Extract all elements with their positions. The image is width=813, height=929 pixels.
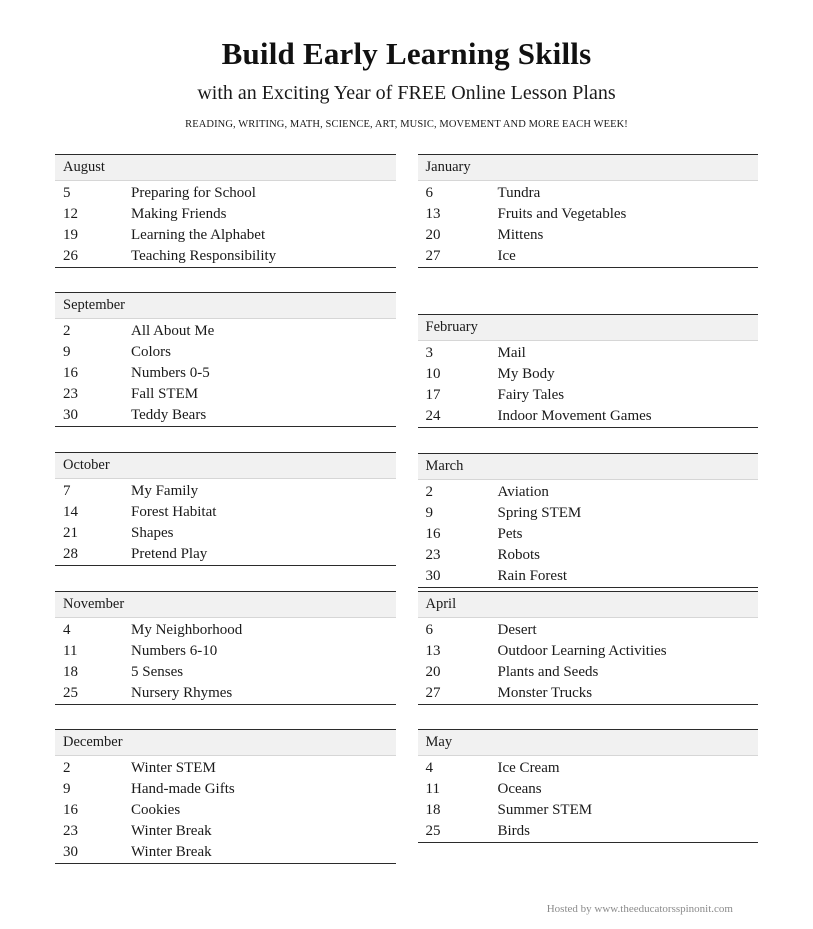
list-item (418, 641, 759, 662)
list-item (418, 204, 759, 225)
entry-topic: Colors (131, 344, 172, 360)
list-item (418, 225, 759, 246)
entry-day: 6 (425, 185, 433, 201)
entry-day: 14 (63, 504, 78, 520)
entry-day: 23 (63, 386, 78, 402)
month-block-september (55, 292, 396, 427)
entry-topic: Forest Habitat (131, 504, 217, 520)
entry-day: 23 (425, 547, 441, 563)
list-item (55, 204, 396, 225)
list-item (55, 481, 396, 502)
entry-topic: My Family (131, 483, 199, 499)
entry-day: 16 (425, 526, 441, 542)
list-item (55, 523, 396, 544)
month-name: April (418, 591, 759, 618)
entry-topic: Teaching Responsibility (131, 248, 277, 264)
entry-topic: Rain Forest (497, 568, 568, 584)
list-item (55, 662, 396, 683)
list-item (55, 321, 396, 342)
month-name: January (418, 154, 759, 181)
entry-topic: Making Friends (131, 206, 227, 222)
entry-topic: Hand-made Gifts (131, 781, 235, 797)
list-item (55, 502, 396, 523)
entry-day: 25 (425, 823, 441, 839)
list-item (55, 779, 396, 800)
entry-day: 6 (425, 622, 433, 638)
month-block-august (55, 154, 396, 268)
entry-day: 18 (63, 664, 78, 680)
entry-topic: All About Me (131, 323, 215, 339)
month-entries (55, 319, 396, 427)
list-item (418, 503, 759, 524)
entry-topic: Numbers 0-5 (131, 365, 210, 381)
month-entries (418, 618, 759, 705)
entry-topic: Indoor Movement Games (497, 408, 652, 424)
month-entries (418, 181, 759, 268)
list-item (418, 800, 759, 821)
page-subtitle: with an Exciting Year of FREE Online Lesson Plans (197, 82, 616, 104)
entry-topic: Summer STEM (497, 802, 593, 818)
list-item (418, 524, 759, 545)
entry-day: 26 (63, 248, 78, 264)
list-item (55, 363, 396, 384)
month-entries (55, 181, 396, 268)
entry-topic: Spring STEM (497, 505, 582, 521)
entry-day: 13 (425, 206, 441, 222)
entry-day: 2 (63, 323, 71, 339)
list-item (55, 683, 396, 704)
entry-day: 27 (425, 685, 441, 701)
entry-day: 24 (425, 408, 441, 424)
entry-day: 30 (425, 568, 441, 584)
entry-day: 10 (425, 366, 441, 382)
list-item (55, 225, 396, 246)
entry-topic: Pets (497, 526, 523, 542)
month-entries (418, 480, 759, 588)
entry-day: 23 (63, 823, 78, 839)
entry-topic: Fruits and Vegetables (497, 206, 627, 222)
entry-topic: Teddy Bears (131, 407, 207, 423)
entry-day: 30 (63, 407, 78, 423)
month-entries (418, 756, 759, 843)
entry-day: 25 (63, 685, 78, 701)
page-header (55, 36, 758, 130)
list-item (418, 482, 759, 503)
list-item (55, 246, 396, 267)
month-name: May (418, 729, 759, 756)
entry-topic: 5 Senses (131, 664, 184, 680)
list-item (418, 758, 759, 779)
month-name: November (55, 591, 396, 618)
entry-day: 9 (63, 344, 71, 360)
entry-topic: Plants and Seeds (497, 664, 599, 680)
entry-topic: Preparing for School (131, 185, 256, 201)
entry-day: 13 (425, 643, 441, 659)
entry-topic: Birds (497, 823, 531, 839)
entry-topic: Tundra (497, 185, 541, 201)
entry-day: 19 (63, 227, 78, 243)
month-name: December (55, 729, 396, 756)
entry-day: 2 (425, 484, 433, 500)
entry-topic: Robots (497, 547, 541, 563)
entry-topic: Mittens (497, 227, 544, 243)
list-item (418, 545, 759, 566)
list-item (55, 183, 396, 204)
entry-topic: Desert (497, 622, 537, 638)
entry-topic: Winter Break (131, 823, 212, 839)
list-item (55, 384, 396, 405)
entry-day: 28 (63, 546, 78, 562)
entry-topic: Winter Break (131, 844, 212, 860)
month-block-march (418, 453, 759, 588)
entry-day: 21 (63, 525, 78, 541)
list-item (55, 641, 396, 662)
entry-topic: Fall STEM (131, 386, 199, 402)
entry-day: 18 (425, 802, 441, 818)
month-block-january (418, 154, 759, 268)
month-entries (418, 341, 759, 428)
entry-day: 16 (63, 365, 78, 381)
list-item (418, 620, 759, 641)
entry-topic: Aviation (497, 484, 549, 500)
entry-topic: Mail (497, 345, 526, 361)
month-block-october (55, 452, 396, 566)
month-block-february (418, 314, 759, 428)
list-item (418, 364, 759, 385)
entry-day: 3 (425, 345, 433, 361)
entry-day: 27 (425, 248, 441, 264)
list-item (418, 821, 759, 842)
entry-day: 11 (425, 781, 440, 797)
list-item (418, 662, 759, 683)
entry-day: 4 (63, 622, 71, 638)
month-block-december (55, 729, 396, 864)
footer-credit: Hosted by www.theeducatorsspinonit.com (546, 903, 733, 915)
entry-day: 20 (425, 664, 441, 680)
list-item (418, 683, 759, 704)
month-block-april (418, 591, 759, 705)
list-item (55, 544, 396, 565)
entry-topic: Outdoor Learning Activities (497, 643, 667, 659)
month-name: October (55, 452, 396, 479)
month-entries (55, 618, 396, 705)
entry-topic: Nursery Rhymes (131, 685, 233, 701)
calendar-column-right (418, 154, 759, 886)
page-tagline: READING, WRITING, MATH, SCIENCE, ART, MUSIC, MOVEMENT AND MORE EACH WEEK! (185, 119, 628, 130)
month-entries (55, 756, 396, 864)
month-name: September (55, 292, 396, 319)
entry-day: 12 (63, 206, 78, 222)
entry-topic: Pretend Play (131, 546, 208, 562)
list-item (55, 620, 396, 641)
entry-day: 2 (63, 760, 71, 776)
month-block-may (418, 729, 759, 843)
month-name: August (55, 154, 396, 181)
entry-day: 9 (425, 505, 433, 521)
entry-topic: Numbers 6-10 (131, 643, 218, 659)
entry-topic: Winter STEM (131, 760, 216, 776)
page-title: Build Early Learning Skills (221, 36, 592, 71)
list-item (418, 343, 759, 364)
list-item (55, 405, 396, 426)
entry-day: 4 (425, 760, 433, 776)
entry-topic: Ice (497, 248, 516, 264)
list-item (55, 800, 396, 821)
entry-day: 17 (425, 387, 441, 403)
calendar-column-left (55, 154, 396, 886)
entry-topic: Ice Cream (497, 760, 560, 776)
entry-topic: Oceans (497, 781, 542, 797)
entry-topic: My Neighborhood (131, 622, 243, 638)
entry-topic: Learning the Alphabet (131, 227, 266, 243)
entry-topic: Shapes (131, 525, 174, 541)
entry-topic: Monster Trucks (497, 685, 593, 701)
list-item (418, 183, 759, 204)
list-item (55, 342, 396, 363)
list-item (418, 246, 759, 267)
list-item (55, 821, 396, 842)
entry-day: 20 (425, 227, 441, 243)
list-item (55, 758, 396, 779)
month-name: February (418, 314, 759, 341)
list-item (418, 385, 759, 406)
entry-day: 5 (63, 185, 71, 201)
month-name: March (418, 453, 759, 480)
calendar-columns (55, 154, 758, 886)
list-item (55, 842, 396, 863)
list-item (418, 779, 759, 800)
entry-day: 7 (63, 483, 71, 499)
entry-day: 11 (63, 643, 78, 659)
entry-day: 9 (63, 781, 71, 797)
entry-topic: My Body (497, 366, 555, 382)
entry-day: 30 (63, 844, 78, 860)
month-entries (55, 479, 396, 566)
entry-topic: Cookies (131, 802, 181, 818)
list-item (418, 406, 759, 427)
entry-topic: Fairy Tales (497, 387, 565, 403)
list-item (418, 566, 759, 587)
entry-day: 16 (63, 802, 78, 818)
month-block-november (55, 591, 396, 705)
